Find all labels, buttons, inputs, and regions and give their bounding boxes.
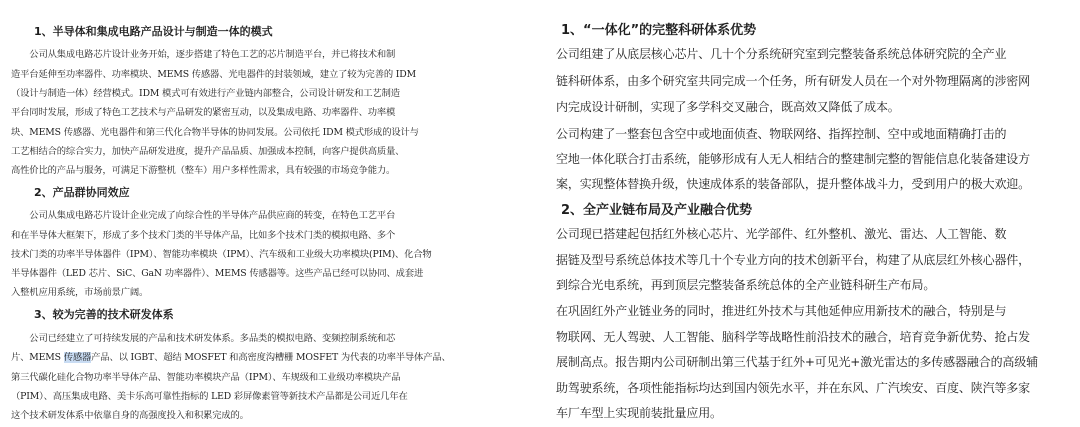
paragraph-line: 车厂车型上实现前装批量应用。	[556, 406, 722, 420]
paragraph-line: 助驾驶系统，各项性能指标均达到国内领先水平，并在东风、广汽埃安、百度、陕汽等多家	[556, 381, 1031, 395]
paragraph-line: 半导体器件（LED 芯片、SiC、GaN 功率器件）、MEMS 传感器等。这些产品已经可以协同、成套进	[11, 268, 424, 279]
paragraph-line: 高性价比的产品与服务，可满足下游整机（整车）用户多样性需求，具有较强的市场竞争能力。	[11, 165, 396, 176]
paragraph-line: 据链及型号系统总体技术等几十个专业方向的技术创新平台，构建了从底层红外核心器件，	[556, 253, 1031, 267]
paragraph-line: 工艺相结合的综合实力，加快产品研发进度，提升产品品质、加强成本控制，向客户提供高质量、	[11, 146, 405, 157]
section-heading-1: 1、“一体化”的完整科研体系优势	[561, 23, 757, 38]
section-heading-3: 3、较为完善的技术研发体系	[34, 308, 174, 321]
paragraph-line: 公司从集成电路芯片设计业务开始，逐步搭建了特色工艺的芯片制造平台，并已将技术和制	[11, 49, 396, 60]
paragraph-line: 这个技术研发体系中依靠自身的高强度投入和积累完成的。	[11, 410, 249, 421]
section-heading-1: 1、半导体和集成电路产品设计与制造一体的模式	[34, 25, 273, 38]
paragraph-line: 展制高点。报告期内公司研制出第三代基于红外+可见光+激光雷达的多传感器融合的高级辅	[556, 355, 1038, 369]
paragraph-line: （PIM）、高压集成电路、美卡乐高可靠性指标的 LED 彩屏像素管等新技术产品都是公司近几年在	[11, 391, 408, 402]
paragraph-line: 技术门类的功率半导体器件（IPM）、智能功率模块（IPM）、汽车级和工业级大功率模块(PIM)、化合物	[11, 249, 432, 260]
paragraph-line: 在巩固红外产业链业务的同时，推进红外技术与其他延伸应用新技术的融合，特别是与	[556, 304, 1007, 318]
paragraph-line: 公司已经建立了可持续发展的产品和技术研发体系。多品类的模拟电路、变频控制系统和芯	[11, 333, 396, 344]
paragraph-line: （设计与制造一体）经营模式。IDM 模式可有效进行产业链内部整合，公司设计研发和工艺制造	[11, 88, 400, 99]
section-heading-2: 2、全产业链布局及产业融合优势	[561, 203, 753, 218]
left-column	[0, 0, 510, 427]
paragraph-line: 公司构建了一整套包含空中或地面侦查、物联网络、指挥控制、空中或地面精确打击的	[556, 127, 1007, 141]
paragraph-line: 公司从集成电路芯片设计企业完成了向综合性的半导体产品供应商的转变，在特色工艺平台	[11, 210, 396, 221]
paragraph-line: 块、MEMS 传感器、光电器件和第三代化合物半导体的协同发展。公司依托 IDM 模式形成的设计与	[11, 127, 419, 138]
right-column	[535, 0, 1080, 427]
paragraph-line: 公司现已搭建起包括红外核心芯片、光学部件、红外整机、激光、雷达、人工智能、数	[556, 227, 1007, 241]
text-highlight: 传感器	[63, 352, 92, 363]
section-heading-2: 2、产品群协同效应	[34, 186, 130, 199]
paragraph-line: 物联网、无人驾驶、人工智能、脑科学等战略性前沿技术的融合，培育竞争新优势、抢占发	[556, 330, 1031, 344]
paragraph-line: 案，实现整体替换升级，快速成体系的装备部队，提升整体战斗力，受到用户的极大欢迎。	[556, 177, 1031, 191]
paragraph-line: 造平台延伸至功率器件、功率模块、MEMS 传感器、光电器件的封装领域，建立了较为完善的 IDM	[11, 69, 416, 80]
paragraph-line: 第三代碳化硅化合物功率半导体产品、智能功率模块产品（IPM）、车规级和工业级功率模块产品	[11, 372, 401, 383]
paragraph-line: 和在半导体大框架下，形成了多个技术门类的半导体产品，比如多个技术门类的模拟电路、多个	[11, 230, 396, 241]
paragraph-line: 平台同时发展，形成了特色工艺技术与产品研发的紧密互动，以及集成电路、功率器件、功率模	[11, 107, 396, 118]
paragraph-line-with-highlight: 片、MEMS 传感器产品、以 IGBT、超结 MOSFET 和高密度沟槽栅 MOSFET 为代表的功率半导体产品、	[11, 352, 451, 363]
paragraph-line: 内完成设计研制，实现了多学科交叉融合，既高效又降低了成本。	[556, 100, 900, 114]
paragraph-line: 到综合光电系统，再到顶层完整装备系统总体的全产业链科研生产布局。	[556, 278, 936, 292]
paragraph-line: 公司组建了从底层核心芯片、几十个分系统研究室到完整装备系统总体研究院的全产业	[556, 47, 1007, 61]
paragraph-line: 链科研体系，由多个研究室共同完成一个任务，所有研发人员在一个对外物理隔离的涉密网	[556, 74, 1031, 88]
paragraph-line: 空地一体化联合打击系统，能够形成有人无人相结合的整建制完整的智能信息化装备建设方	[556, 152, 1031, 166]
paragraph-line: 入整机应用系统，市场前景广阔。	[11, 287, 149, 298]
